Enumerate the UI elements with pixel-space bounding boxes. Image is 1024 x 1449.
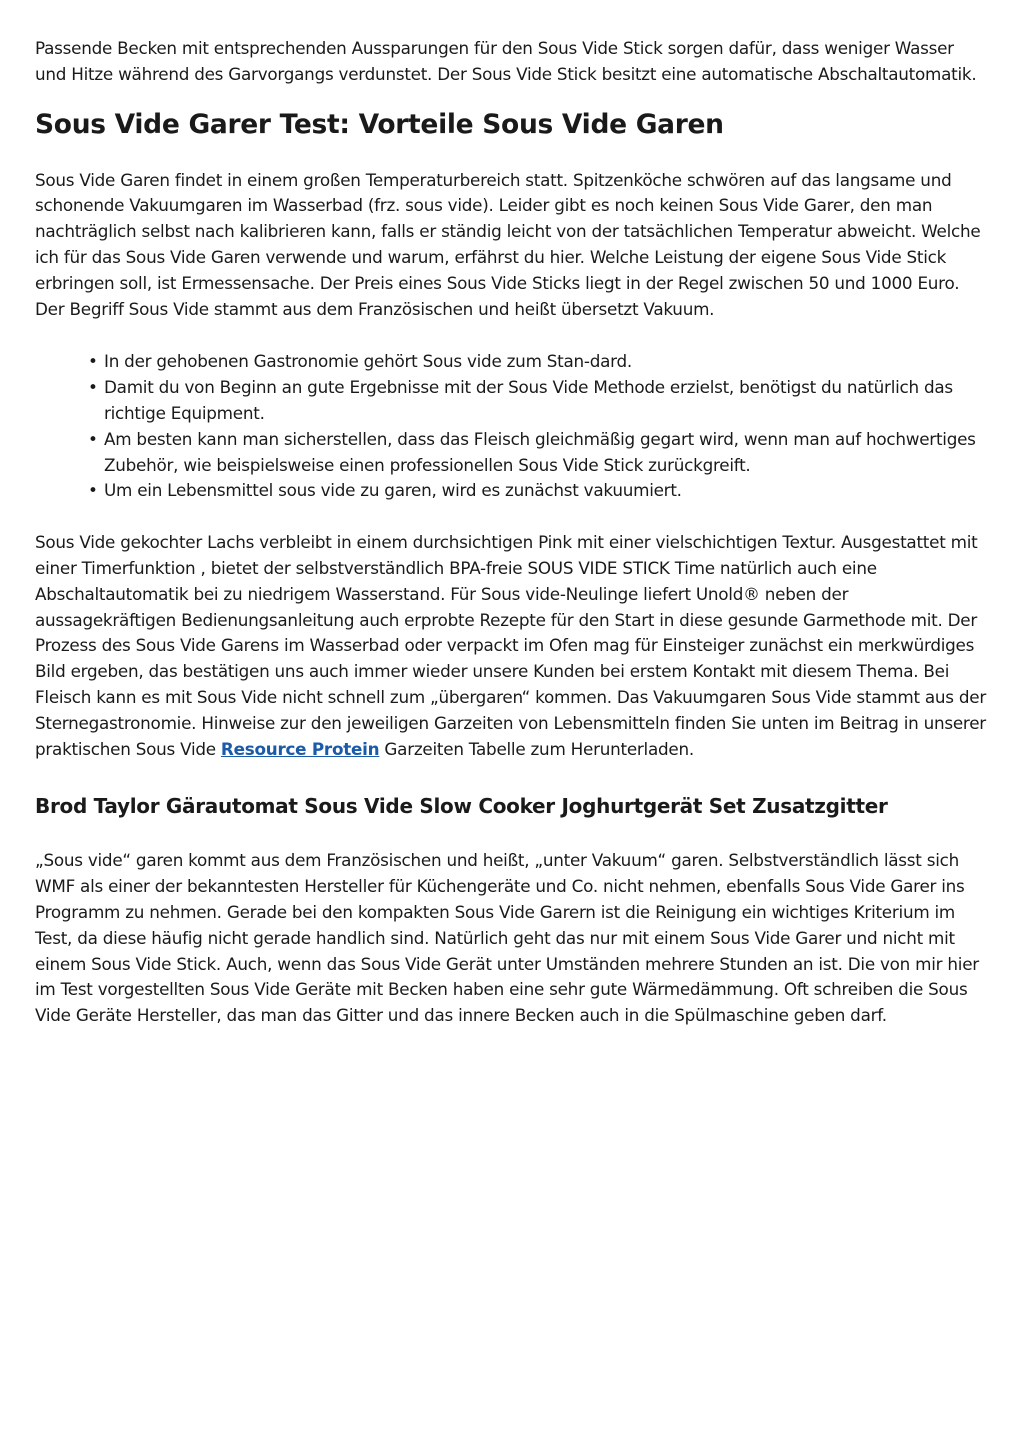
bullet-icon: • <box>88 480 98 501</box>
list-item-text: In der gehobenen Gastronomie gehört Sous vide zum Stan-dard. <box>104 351 632 372</box>
paragraph-text-before-link: Sous Vide gekochter Lachs verbleibt in einem durchsichtigen Pink mit einer vielschichtigen Textur. Ausgestattet mit einer Timerfunktion , bietet der selbstverständlich BPA-freie SOUS VIDE STICK Time natürlich auch eine Abschaltautomatik bei zu niedrigem Wasserstand. Für Sous vide-Neulinge liefert Unold® neben der aussagekräftigen Bedienungsanleitung auch erprobte Rezepte für den Start in diese gesunde Garmethode mit. Der Prozess des Sous Vide Garens im Wasserbad oder verpackt im Ofen mag für Einsteiger zunächst ein merkwürdiges Bild ergeben, das bestätigen uns auch immer wieder unsere Kunden bei erstem Kontakt mit diesem Thema. Bei Fleisch kann es mit Sous Vide nicht schnell zum „übergaren“ kommen. Das Vakuumgaren Sous Vide stammt aus der Sternegastronomie. Hinweise zur den jeweiligen Garzeiten von Lebensmitteln finden Sie unten im Beitrag in unserer praktischen Sous Vide <box>35 532 986 759</box>
section1-paragraph-2 <box>35 530 990 762</box>
intro-paragraph: Passende Becken mit entsprechenden Aussparungen für den Sous Vide Stick sorgen dafür, dass weniger Wasser und Hitze während des Garvorgangs verdunstet. Der Sous Vide Stick besitzt eine automatische Abschaltautomatik. <box>35 38 977 84</box>
bullet-list <box>35 349 990 504</box>
list-item <box>88 349 990 375</box>
list-item <box>88 478 990 504</box>
list-item <box>88 375 990 427</box>
resource-protein-link[interactable]: Resource Protein <box>220 738 380 759</box>
paragraph-text-after-link: Garzeiten Tabelle zum Herunterladen. <box>379 738 694 759</box>
section-heading-vorteile: Sous Vide Garer Test: Vorteile Sous Vide Garen <box>35 108 724 140</box>
section1-paragraph: Sous Vide Garen findet in einem großen Temperaturbereich statt. Spitzenköche schwören auf das langsame und schonende Vakuumgaren im Wasserbad (frz. sous vide). Leider gibt es noch keinen Sous Vide Garer, den man nachträglich selbst nach kalibrieren kann, falls er ständig leicht von der tatsächlichen Temperatur abweicht. Welche ich für das Sous Vide Garen verwende und warum, erfährst du hier. Welche Leistung der eigene Sous Vide Stick erbringen soll, ist Ermessensache. Der Preis eines Sous Vide Sticks liegt in der Regel zwischen 50 und 1000 Euro. Der Begriff Sous Vide stammt aus dem Französischen und heißt übersetzt Vakuum. <box>35 169 981 319</box>
bullet-icon: • <box>88 377 98 398</box>
list-item-text: Um ein Lebensmittel sous vide zu garen, wird es zunächst vakuumiert. <box>104 480 682 501</box>
list-item <box>88 427 990 479</box>
section2-paragraph: „Sous vide“ garen kommt aus dem Französischen und heißt, „unter Vakuum“ garen. Selbstverständlich lässt sich WMF als einer der bekanntesten Hersteller für Küchengeräte und Co. nicht nehmen, ebenfalls Sous Vide Garer ins Programm zu nehmen. Gerade bei den kompakten Sous Vide Garern ist die Reinigung ein wichtiges Kriterium im Test, da diese häufig nicht gerade handlich sind. Natürlich geht das nur mit einem Sous Vide Garer und nicht mit einem Sous Vide Stick. Auch, wenn das Sous Vide Gerät unter Umständen mehrere Stunden an ist. Die von mir hier im Test vorgestellten Sous Vide Geräte mit Becken haben eine sehr gute Wärmedämmung. Oft schreiben die Sous Vide Geräte Hersteller, das man das Gitter und das innere Becken auch in die Spülmaschine geben darf. <box>35 850 979 1026</box>
list-item-text: Am besten kann man sicherstellen, dass das Fleisch gleichmäßig gegart wird, wenn man auf hochwertiges Zubehör, wie beispielsweise einen professionellen Sous Vide Stick zurückgreift. <box>104 428 976 475</box>
bullet-icon: • <box>88 351 98 372</box>
list-item-text: Damit du von Beginn an gute Ergebnisse mit der Sous Vide Methode erzielst, benötigst du natürlich das richtige Equipment. <box>104 377 953 423</box>
section-heading-brod-taylor: Brod Taylor Gärautomat Sous Vide Slow Cooker Joghurtgerät Set Zusatzgitter <box>35 794 888 819</box>
bullet-icon: • <box>88 428 98 449</box>
